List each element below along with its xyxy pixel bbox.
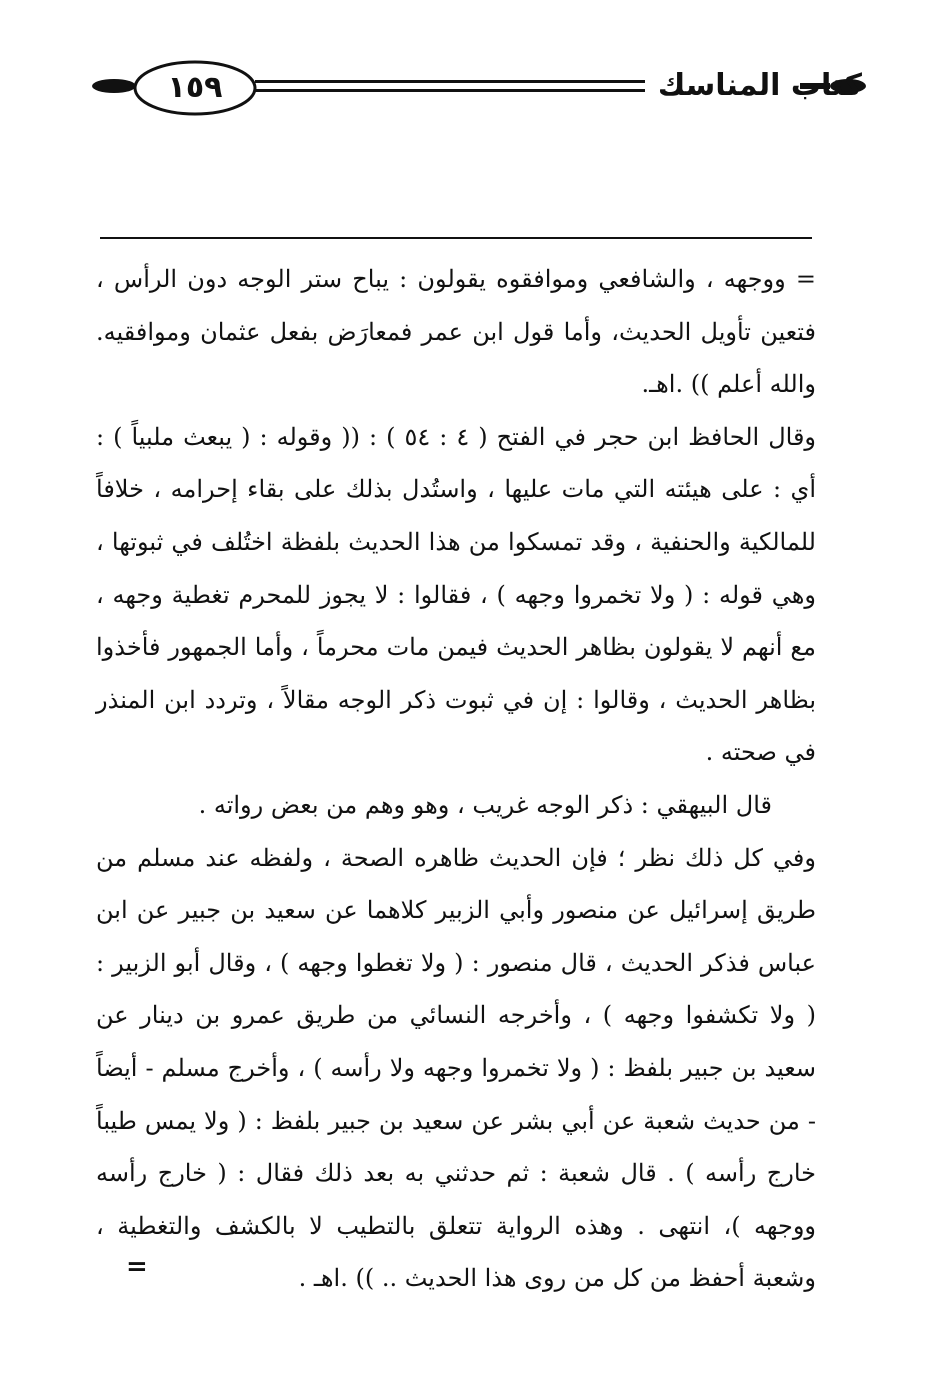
continuation-mark: = bbox=[126, 1252, 148, 1282]
footnote-text bbox=[96, 253, 816, 1305]
paragraph: وفي كل ذلك نظر ؛ فإن الحديث ظاهره الصحة ، ولفظه عند مسلم من طريق إسرائيل عن منصور وأبي الزبير كلاهما عن سعيد بن جبير عن ابن عباس فذكر الحديث ، قال منصور : ( ولا تغطوا وجهه ) ، وقال أبو الزبير : ( ولا تكشفوا وجهه ) ، وأخرجه النسائي من طريق عمرو بن دينار عن سعيد بن جبير بلفظ : ( ولا تخمروا وجهه ولا رأسه ) ، وأخرج مسلم - أيضاً - من حديث شعبة عن أبي بشر عن سعيد بن جبير بلفظ : ( ولا يمس طيباً خارج رأسه ) . قال شعبة : ثم حدثني به بعد ذلك فقال : ( خارج رأسه ووجهه )، انتهى . وهذه الرواية تتعلق بالتطيب لا بالكشف والتغطية ، وشعبة أحفظ من كل من روى هذا الحديث .. )) .اهـ . bbox=[96, 843, 816, 1293]
header-ornament bbox=[0, 0, 950, 130]
running-title: كتاب المناسك bbox=[657, 68, 862, 103]
page-header bbox=[0, 0, 950, 130]
paragraph: = ووجهه ، والشافعي وموافقوه يقولون : يباح ستر الوجه دون الرأس ، فتعين تأويل الحديث، وأما قول ابن عمر فمعارَض بفعل عثمان وموافقيه. والله أعلم )) .اهـ. bbox=[96, 265, 816, 399]
page-number: ١٥٩ bbox=[167, 70, 223, 105]
paragraph: قال البيهقي : ذكر الوجه غريب ، وهو وهم من بعض رواته . bbox=[198, 790, 772, 819]
paragraph: وقال الحافظ ابن حجر في الفتح ( ٤ : ٥٤ ) : (( وقوله : ( يبعث ملبياً ) : أي : على هيئته التي مات عليها ، واستُدل بذلك على بقاء إحرامه ، خلافاً للمالكية والحنفية ، وقد تمسكوا من هذا الحديث بلفظة اختُلف في ثبوتها ، وهي قوله : ( ولا تخمروا وجهه ) ، فقالوا : لا يجوز للمحرم تغطية وجهه ، مع أنهم لا يقولون بظاهر الحديث فيمن مات محرماً ، وأما الجمهور فأخذوا بظاهر الحديث ، وقالوا : إن في ثبوت ذكر الوجه مقالاً ، وتردد ابن المنذر في صحته . bbox=[96, 422, 817, 767]
footnote-separator bbox=[100, 237, 812, 239]
